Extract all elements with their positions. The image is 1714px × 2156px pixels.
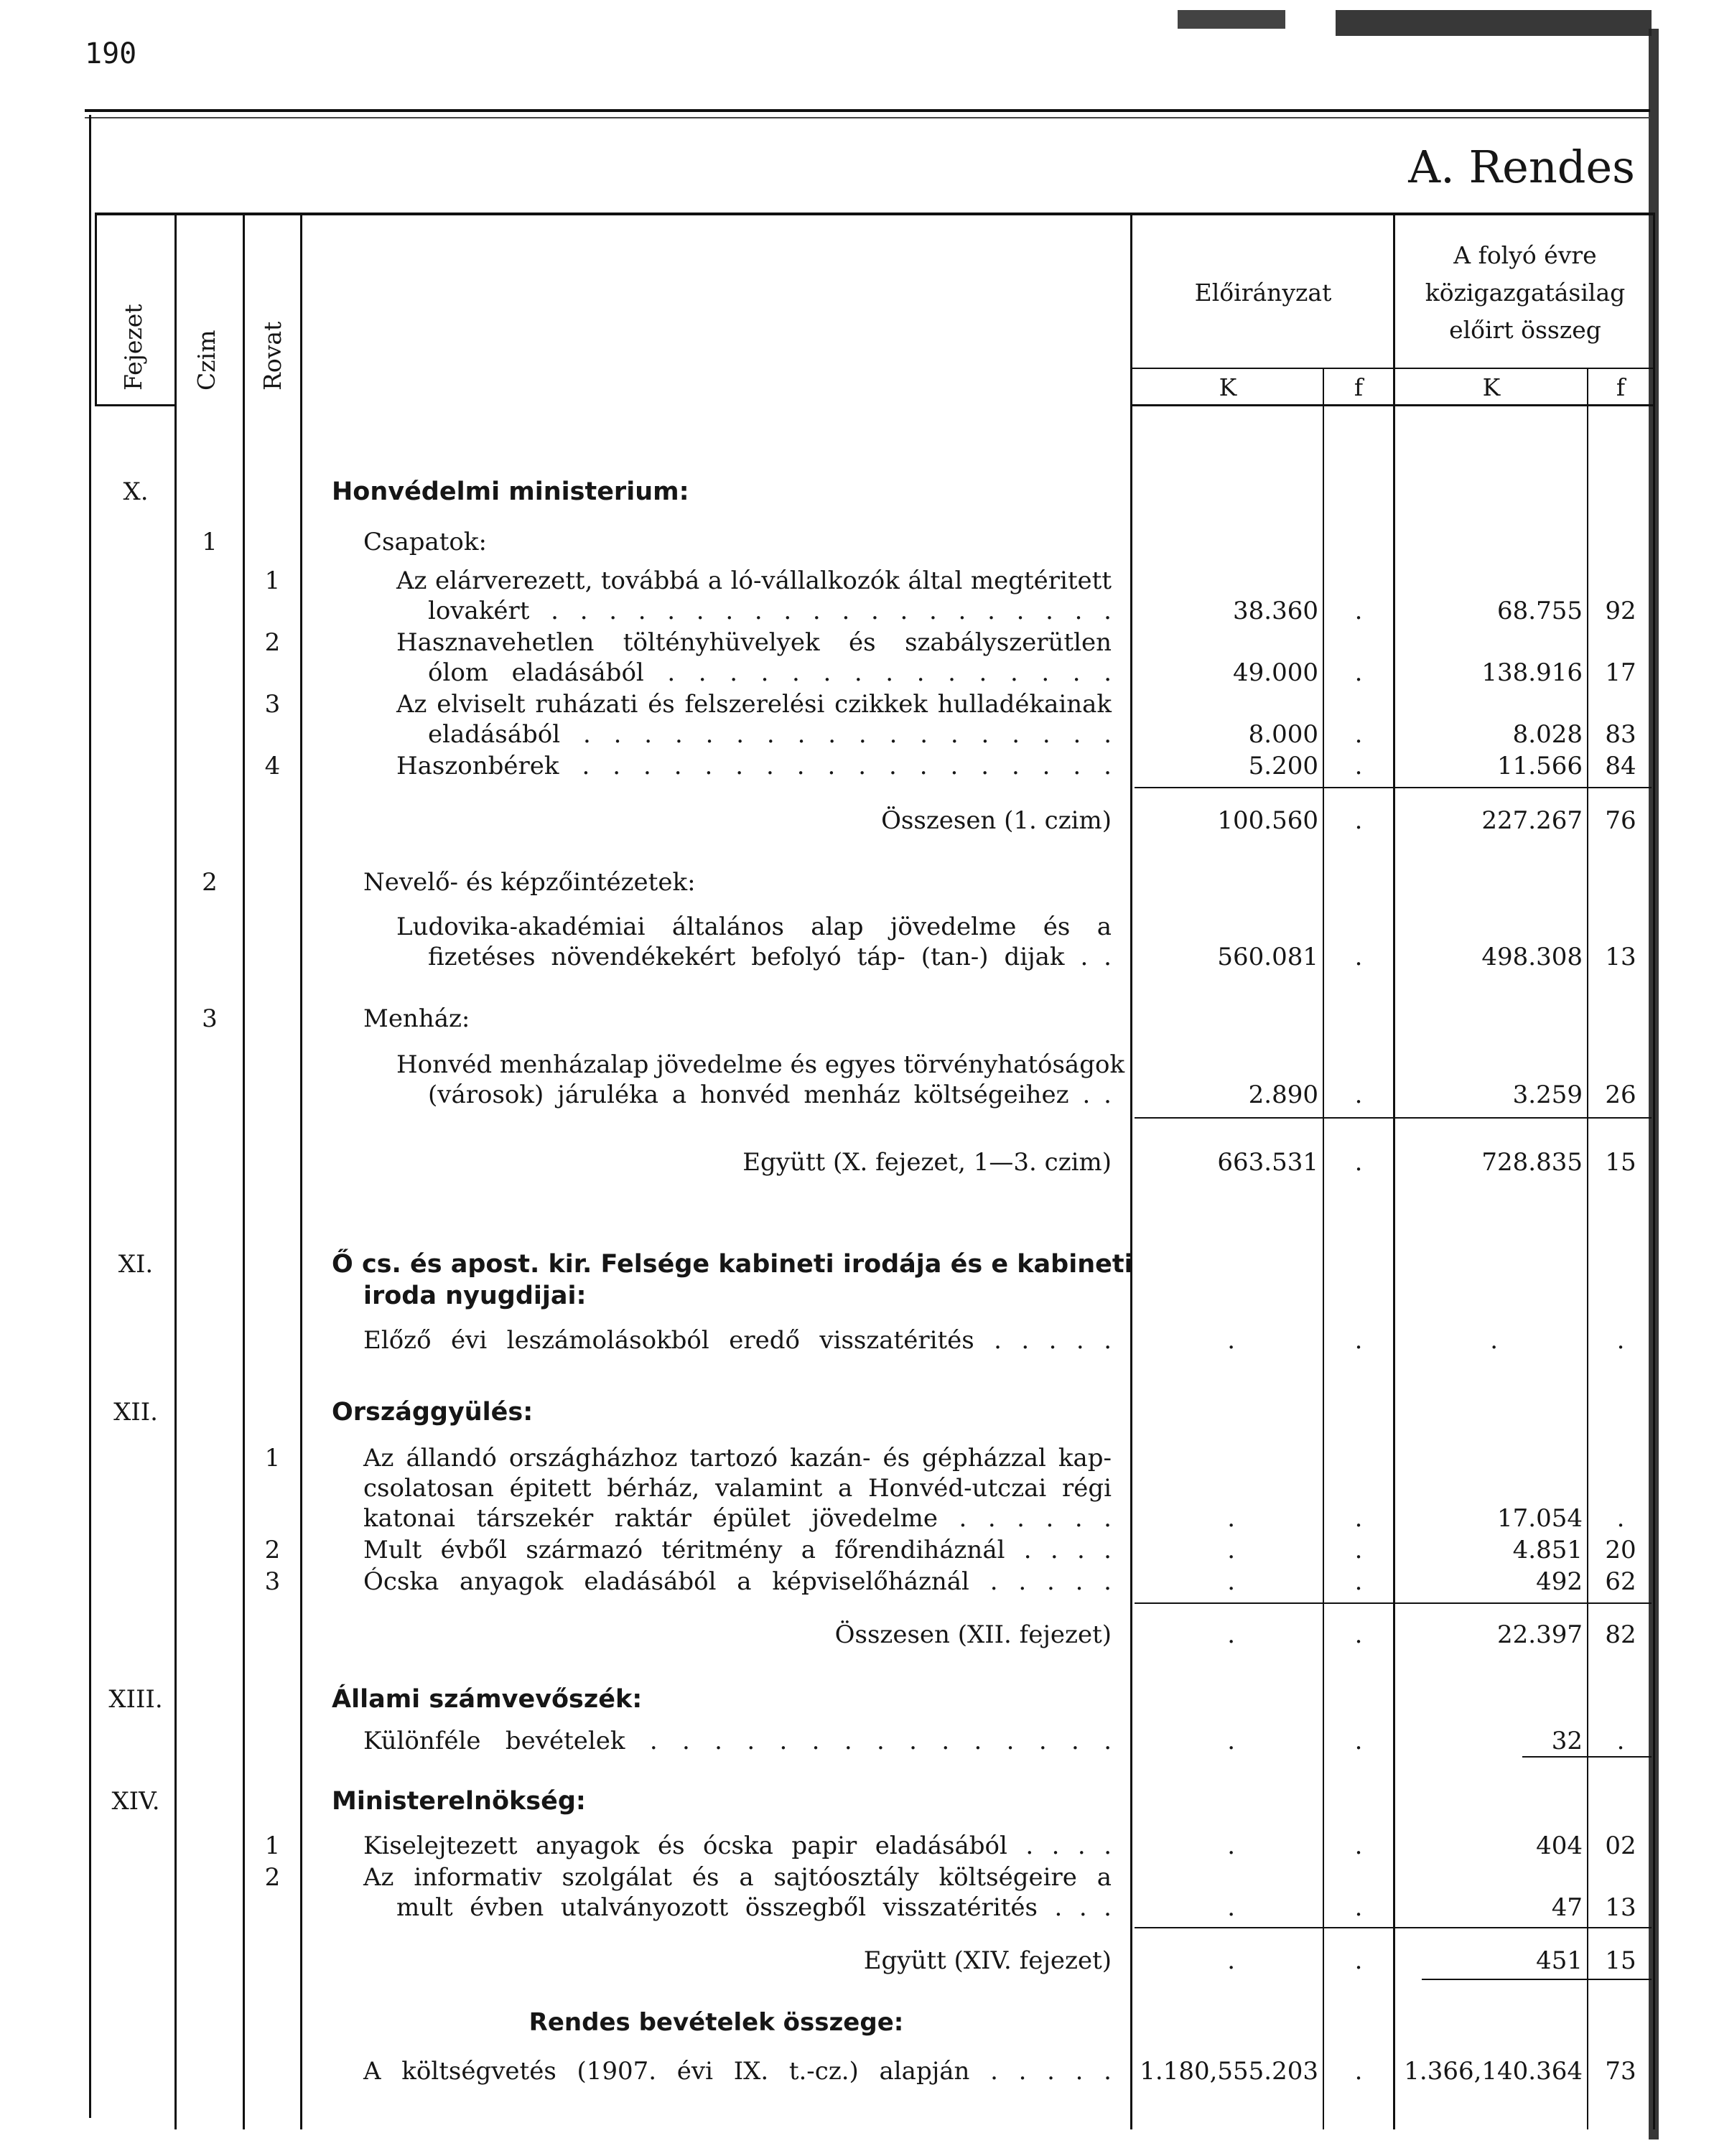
header-fejezet: Fejezet [119,304,147,391]
row-3-eloiranyzat-f: . [1354,720,1363,749]
chapter-xi-eloiranyzat-k: . [1227,1326,1235,1355]
czim-1-total-eloiranyzat-k: 100.560 [1217,806,1318,835]
chapter-xi-eloiranyzat-f: . [1354,1326,1363,1355]
chapter-xi-number: XI. [118,1250,154,1279]
chapter-x-total-eloiranyzat-k: 663.531 [1217,1148,1318,1177]
xii-row-2-eloirt-k: 4.851 [1512,1536,1583,1564]
czim-2-label: Nevelő- és képzőintézetek: [363,868,696,897]
summary-eloiranyzat-f: . [1354,2057,1363,2086]
header-rovat: Rovat [259,321,287,391]
row-4-eloiranyzat-f: . [1354,752,1363,780]
czim-3-label: Menház: [363,1004,470,1033]
czim-3-eloirt-f: 26 [1605,1081,1636,1109]
xiv-row-2-eloirt-f: 13 [1605,1893,1636,1922]
czim-1-label: Csapatok: [363,528,487,556]
col-f1-right [1393,213,1395,2129]
row-2-eloiranyzat-k: 49.000 [1233,658,1318,687]
row-1-line1: Az elárverezett, továbbá a ló-vállalkozók által megtéritett [396,566,1112,595]
header-folyo-line2: közigazgatásilag [1425,279,1626,307]
chapter-x-title: Honvédelmi ministerium: [332,477,689,506]
czim-3-eloiranyzat-k: 2.890 [1248,1081,1318,1109]
header-bottom-border [95,404,175,406]
czim-1-number: 1 [202,528,218,556]
header-f2: f [1616,373,1626,401]
row-4-eloirt-k: 11.566 [1497,752,1583,780]
xiv-total-eloirt-k: 451 [1536,1946,1583,1975]
chapter-x-number: X. [123,477,149,506]
xii-rovat-3-number: 3 [264,1567,281,1596]
chapter-xiii-title: Állami számvevőszék: [332,1685,643,1714]
summary-eloirt-k: 1.366,140.364 [1404,2057,1583,2086]
xii-row-1-eloiranyzat-f: . [1354,1504,1363,1533]
kf-divider [1130,368,1654,369]
col-rovat-right [300,213,302,2129]
row-3-eloirt-k: 8.028 [1512,720,1583,749]
row-1-eloiranyzat-f: . [1354,597,1363,625]
col-k2-right [1587,368,1588,2129]
xii-row-2-eloirt-f: 20 [1605,1536,1636,1564]
table-top-border [95,213,1654,215]
row-3-eloiranyzat-k: 8.000 [1248,720,1318,749]
xiv-row-2-line1: Az informativ szolgálat és a sajtóosztály költségeire a [363,1863,1112,1892]
page-left-border [89,115,91,2118]
header-folyo-line1: A folyó évre [1453,241,1597,269]
xiii-row-eloirt-f: . [1616,1727,1625,1755]
xiii-rule [1522,1756,1652,1758]
row-1-eloirt-k: 68.755 [1497,597,1583,625]
scan-edge-mark [1178,10,1285,29]
header-k1: K [1219,373,1237,401]
chapter-xii-number: XII. [113,1398,158,1427]
chapter-xi-row-label: Előző évi leszámolásokból eredő visszatérités . . . . . [363,1326,1112,1355]
czim-2-eloirt-f: 13 [1605,943,1636,971]
xiv-rovat-1-number: 1 [264,1831,281,1860]
chapter-xi-title-line2: iroda nyugdijai: [363,1282,587,1310]
czim-1-total-eloiranyzat-f: . [1354,806,1363,835]
chapter-x-total-rule [1135,1117,1652,1119]
rovat-2-number: 2 [264,628,281,657]
summary-title: Rendes bevételek összege: [528,2008,904,2037]
col-table-right [1653,213,1655,2129]
chapter-xi-eloirt-f: . [1616,1326,1625,1355]
row-2-eloirt-k: 138.916 [1481,658,1583,687]
chapter-xii-title: Országgyülés: [332,1398,534,1427]
xii-row-2-line1: Mult évből származó téritmény a főrendiháznál . . . . [363,1536,1112,1564]
xii-row-3-line1: Ócska anyagok eladásából a képviselőháznál . . . . . [363,1567,1112,1596]
xii-total-eloirt-f: 82 [1605,1620,1636,1649]
chapter-xi-eloirt-k: . [1490,1326,1498,1355]
xii-rovat-1-number: 1 [264,1444,281,1473]
xiv-total-rule-bottom [1422,1979,1652,1980]
page-number: 190 [85,37,137,70]
chapter-xiv-title: Ministerelnökség: [332,1787,586,1816]
xii-total-eloirt-k: 22.397 [1497,1620,1583,1649]
header-f1: f [1354,373,1364,401]
xiv-total-eloiranyzat-f: . [1354,1946,1363,1975]
subtotal-rule [1135,787,1652,788]
xii-row-3-eloirt-f: 62 [1605,1567,1636,1596]
czim-2-eloiranyzat-f: . [1354,943,1363,971]
header-eloiranyzat: Előirányzat [1194,279,1332,307]
czim-3-eloirt-k: 3.259 [1512,1081,1583,1109]
xii-row-1-line3: katonai társzekér raktár épület jövedelme . . . . . . [363,1504,1112,1533]
xiii-row-eloiranyzat-k: . [1227,1727,1235,1755]
czim-2-eloirt-k: 498.308 [1481,943,1583,971]
xiv-total-rule [1135,1927,1652,1928]
row-2-eloirt-f: 17 [1605,658,1636,687]
xiv-row-2-eloiranyzat-k: . [1227,1893,1235,1922]
header-rule [85,109,1650,112]
scan-edge-mark [1336,10,1652,36]
row-3-line2: eladásából . . . . . . . . . . . . . . . . . . [428,720,1112,749]
header-czim: Czim [192,330,220,391]
section-title: A. Rendes [1408,141,1635,193]
xii-row-1-eloirt-k: 17.054 [1497,1504,1583,1533]
row-3-line1: Az elviselt ruházati és felszerelési czikkek hulladékainak [396,690,1112,719]
xiii-row-label: Különféle bevételek . . . . . . . . . . . . . . . [363,1727,1112,1755]
czim-1-total-label: Összesen (1. czim) [881,806,1112,835]
rovat-1-number: 1 [264,566,281,595]
xiv-total-eloirt-f: 15 [1605,1946,1636,1975]
czim-1-total-eloirt-k: 227.267 [1481,806,1583,835]
czim-3-number: 3 [202,1004,218,1033]
col-fejezet-right [174,213,177,2129]
row-3-eloirt-f: 83 [1605,720,1636,749]
xiv-row-1-eloiranyzat-k: . [1227,1831,1235,1860]
xii-row-1-eloirt-f: . [1616,1504,1625,1533]
xii-row-3-eloirt-k: 492 [1536,1567,1583,1596]
row-2-eloiranyzat-f: . [1354,658,1363,687]
col-eloiranyzat-left [1130,213,1132,2129]
summary-eloiranyzat-k: 1.180,555.203 [1140,2057,1318,2086]
czim-3-eloiranyzat-f: . [1354,1081,1363,1109]
xiv-rovat-2-number: 2 [264,1863,281,1892]
xii-row-3-eloiranyzat-f: . [1354,1567,1363,1596]
col-k1-right [1323,368,1324,2129]
header-k2: K [1482,373,1501,401]
czim-2-eloiranyzat-k: 560.081 [1217,943,1318,971]
rovat-4-number: 4 [264,752,281,780]
chapter-xi-title-line1: Ő cs. és apost. kir. Felsége kabineti irodája és e kabineti [332,1250,1133,1279]
summary-eloirt-f: 73 [1605,2057,1636,2086]
chapter-x-total-label: Együtt (X. fejezet, 1—3. czim) [742,1148,1112,1177]
row-2-line2: ólom eladásából . . . . . . . . . . . . . . . [428,658,1112,687]
czim-1-total-eloirt-f: 76 [1605,806,1636,835]
czim-3-line2: (városok) járuléka a honvéd menház költségeihez . . [428,1081,1112,1109]
row-1-eloiranyzat-k: 38.360 [1233,597,1318,625]
xiii-row-eloirt-k: 32 [1551,1727,1583,1755]
xiv-row-1-line1: Kiselejtezett anyagok és ócska papir eladásából . . . . [363,1831,1112,1860]
czim-2-number: 2 [202,868,218,897]
xii-row-1-line1: Az állandó országházhoz tartozó kazán- és gépházzal kap- [363,1444,1112,1473]
row-4-line1: Haszonbérek . . . . . . . . . . . . . . . . . . [396,752,1112,780]
xii-total-label: Összesen (XII. fejezet) [834,1620,1112,1649]
xii-row-1-line2: csolatosan épitett bérház, valamint a Honvéd-utczai régi [363,1474,1112,1503]
xii-row-2-eloiranyzat-k: . [1227,1536,1235,1564]
czim-2-line1: Ludovika-akadémiai általános alap jövedelme és a [396,913,1112,941]
czim-3-line1: Honvéd menházalap jövedelme és egyes törvényhatóságok [396,1050,1125,1079]
xii-row-3-eloiranyzat-k: . [1227,1567,1235,1596]
xiv-row-2-eloiranyzat-f: . [1354,1893,1363,1922]
xii-row-1-eloiranyzat-k: . [1227,1504,1235,1533]
xii-total-eloiranyzat-k: . [1227,1620,1235,1649]
xiii-row-eloiranyzat-f: . [1354,1727,1363,1755]
row-4-eloirt-f: 84 [1605,752,1636,780]
xiv-row-2-line2: mult évben utalványozott összegből visszatérités . . . [396,1893,1112,1922]
kf-bottom [1130,404,1654,406]
xiv-row-1-eloirt-f: 02 [1605,1831,1636,1860]
header-folyo-line3: előirt összeg [1449,316,1601,344]
chapter-xiii-number: XIII. [108,1685,163,1714]
xiv-row-1-eloirt-k: 404 [1536,1831,1583,1860]
xiv-total-label: Együtt (XIV. fejezet) [863,1946,1112,1975]
row-1-line2: lovakért . . . . . . . . . . . . . . . . . . . . [428,597,1112,625]
chapter-x-total-eloirt-f: 15 [1605,1148,1636,1177]
xii-total-eloiranyzat-f: . [1354,1620,1363,1649]
czim-2-line2: fizetéses növendékekért befolyó táp- (tan-) dijak . . [428,943,1112,971]
summary-label: A költségvetés (1907. évi IX. t.-cz.) alapján . . . . . [363,2057,1112,2086]
xiv-total-eloiranyzat-k: . [1227,1946,1235,1975]
row-4-eloiranyzat-k: 5.200 [1248,752,1318,780]
xii-total-rule [1135,1602,1652,1604]
row-2-line1: Hasznavehetlen töltényhüvelyek és szabályszerütlen [396,628,1112,657]
header-rule-thin [85,117,1650,118]
chapter-x-total-eloiranyzat-f: . [1354,1148,1363,1177]
chapter-xiv-number: XIV. [111,1787,160,1816]
col-fejezet-left [95,213,97,406]
xiv-row-1-eloiranyzat-f: . [1354,1831,1363,1860]
row-1-eloirt-f: 92 [1605,597,1636,625]
xiv-row-2-eloirt-k: 47 [1551,1893,1583,1922]
rovat-3-number: 3 [264,690,281,719]
xii-rovat-2-number: 2 [264,1536,281,1564]
chapter-x-total-eloirt-k: 728.835 [1481,1148,1583,1177]
xii-row-2-eloiranyzat-f: . [1354,1536,1363,1564]
